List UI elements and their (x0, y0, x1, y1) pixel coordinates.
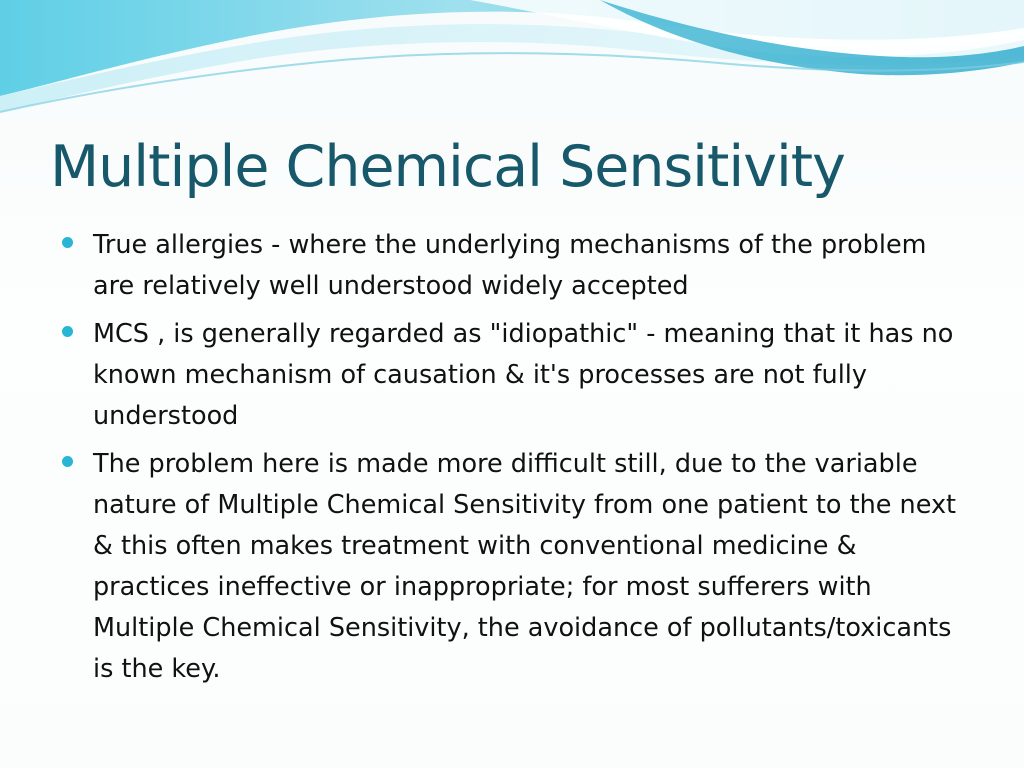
bullet-dot-icon (62, 237, 73, 248)
bullet-item (62, 225, 967, 307)
bullet-text: MCS , is generally regarded as "idiopathic" - meaning that it has no known mechanism of causation & it's processes are not fully understood (93, 319, 954, 431)
bullet-item (62, 314, 967, 437)
bullet-text: True allergies - where the underlying mechanisms of the problem are relatively well understood widely accepted (93, 230, 927, 301)
bullet-dot-icon (62, 456, 73, 467)
bullet-dot-icon (62, 326, 73, 337)
bullet-text: The problem here is made more difficult still, due to the variable nature of Multiple Chemical Sensitivity from one patient to the next & this often makes treatment with conventional medicine & practices ineffective or inappropriate; for most sufferers with Multiple Chemical Sensitivity, the avoidance of pollutants/toxicants is the key. (93, 449, 957, 684)
wave-header-decoration (0, 0, 1024, 130)
slide-title: Multiple Chemical Sensitivity (50, 134, 845, 200)
bullet-list (62, 225, 967, 697)
bullet-item (62, 444, 967, 690)
